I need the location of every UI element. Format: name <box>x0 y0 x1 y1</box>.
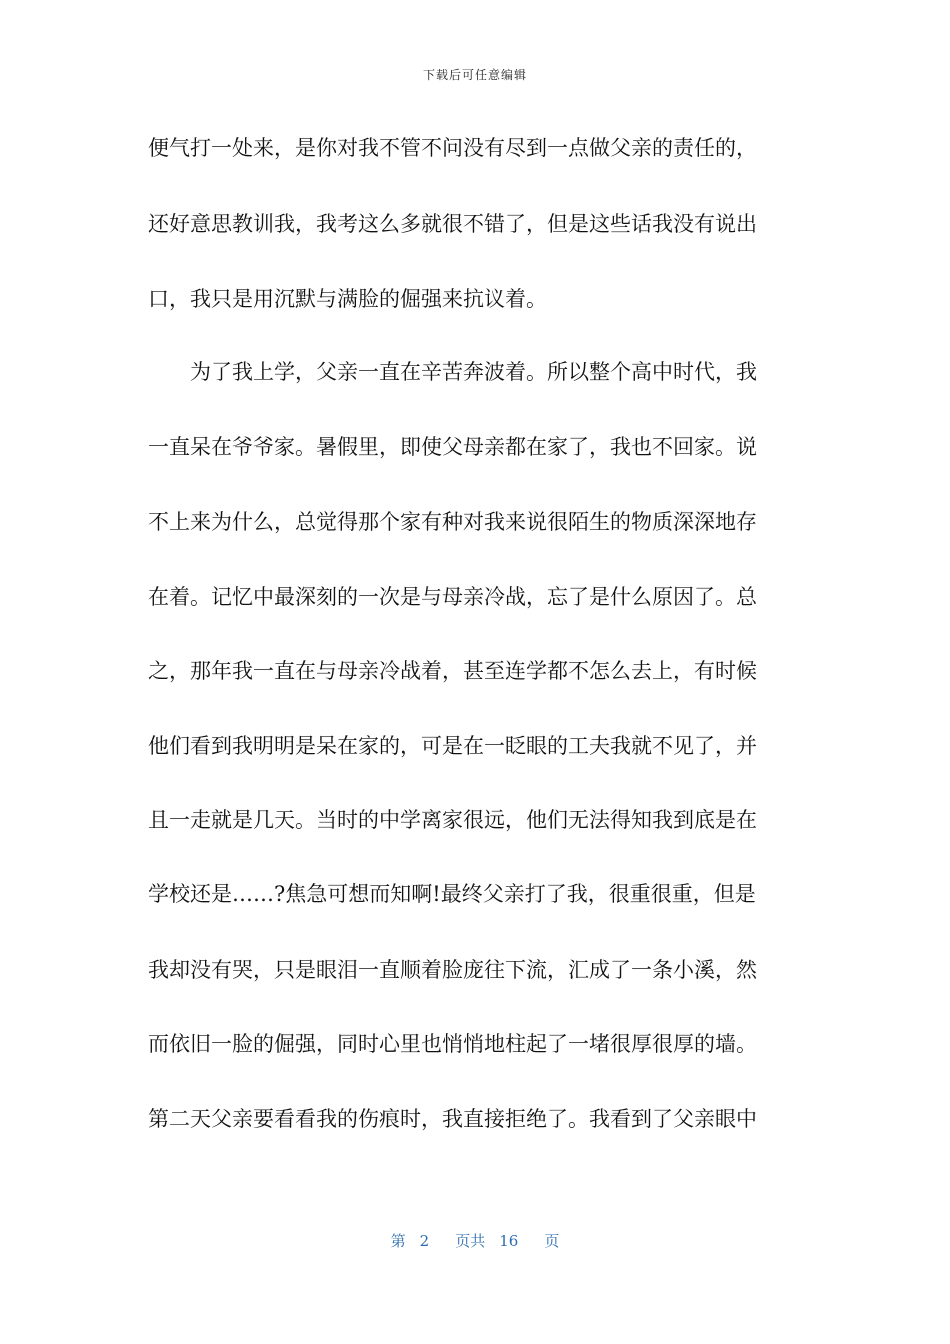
text-line: 一直呆在爷爷家。暑假里，即使父母亲都在家了，我也不回家。说 <box>148 435 757 459</box>
text-line: 口，我只是用沉默与满脸的倔强来抗议着。 <box>148 287 547 311</box>
current-page-number: 2 <box>419 1232 430 1250</box>
text-line: 他们看到我明明是呆在家的，可是在一眨眼的工夫我就不见了，并 <box>148 734 757 758</box>
text-line: 第二天父亲要看看我的伤痕时，我直接拒绝了。我看到了父亲眼中 <box>148 1107 757 1131</box>
text-line: 学校还是……?焦急可想而知啊!最终父亲打了我，很重很重，但是 <box>148 882 756 906</box>
text-line: 为了我上学，父亲一直在辛苦奔波着。所以整个高中时代，我 <box>148 360 757 384</box>
text-line: 不上来为什么，总觉得那个家有种对我来说很陌生的物质深深地存 <box>148 510 757 534</box>
total-pages-number: 16 <box>499 1232 519 1250</box>
text-line: 在着。记忆中最深刻的一次是与母亲冷战，忘了是什么原因了。总 <box>148 585 757 609</box>
text-line: 且一走就是几天。当时的中学离家很远，他们无法得知我到底是在 <box>148 808 757 832</box>
footer-prefix: 第 <box>390 1232 406 1250</box>
text-line: 便气打一处来，是你对我不管不问没有尽到一点做父亲的责任的， <box>148 136 757 160</box>
page-header: 下载后可任意编辑 <box>422 68 527 82</box>
text-line: 还好意思教训我，我考这么多就很不错了，但是这些话我没有说出 <box>148 212 757 236</box>
text-line: 而依旧一脸的倔强，同时心里也悄悄地柱起了一堵很厚很厚的墙。 <box>148 1032 757 1056</box>
footer-suffix: 页 <box>544 1232 560 1250</box>
page-footer <box>0 1230 950 1251</box>
text-line: 之，那年我一直在与母亲冷战着，甚至连学都不怎么去上，有时候 <box>148 659 757 683</box>
text-line: 我却没有哭，只是眼泪一直顺着脸庞往下流，汇成了一条小溪，然 <box>148 958 757 982</box>
footer-mid: 页共 <box>455 1232 486 1250</box>
